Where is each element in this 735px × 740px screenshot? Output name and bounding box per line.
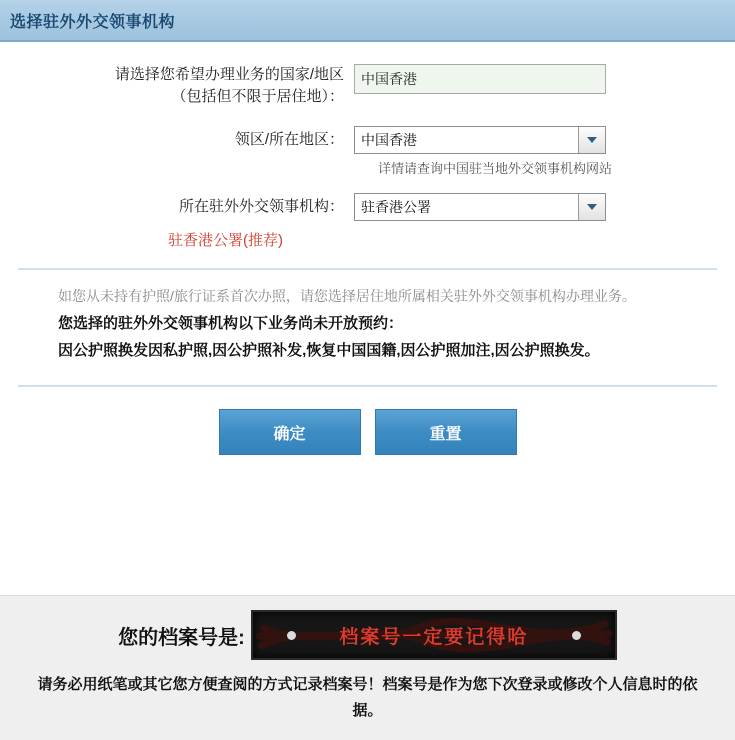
region-select-value: 中国香港: [361, 132, 417, 148]
office-row: [0, 193, 735, 221]
archive-footer: [0, 595, 735, 740]
window-titlebar: [0, 0, 735, 42]
country-label-line1: 请选择您希望办理业务的国家/地区: [114, 66, 344, 83]
region-hint: 详情请查询中国驻当地外交领事机构网站: [377, 161, 612, 176]
country-row: [0, 64, 735, 108]
reset-button[interactable]: 重置: [375, 409, 517, 455]
region-select[interactable]: [354, 126, 606, 154]
info-bold-line2: 因公护照换发因私护照,因公护照补发,恢复中国国籍,因公护照加注,因公护照换发。: [58, 342, 600, 359]
office-label: 所在驻外外交领事机构：: [178, 198, 344, 215]
chevron-down-icon[interactable]: [578, 127, 605, 153]
region-row: [0, 126, 735, 154]
mask-dot-left: [287, 631, 296, 640]
info-gray-text: 如您从未持有护照/旅行证系首次办照，请您选择居住地所属相关驻外外交领事机构办理业务。: [58, 288, 636, 304]
archive-number-redacted: [251, 610, 617, 660]
button-row: [0, 409, 735, 455]
divider-bottom: [18, 385, 717, 387]
chevron-down-icon[interactable]: [578, 194, 605, 220]
info-block: [0, 284, 735, 363]
form-area: [0, 42, 735, 250]
office-select-value: 驻香港公署: [361, 199, 431, 215]
mask-dot-right: [572, 631, 581, 640]
office-select[interactable]: [354, 193, 606, 221]
region-field-cell: [348, 126, 606, 154]
archive-label: 您的档案号是:: [118, 626, 245, 649]
region-label: 领区/所在地区：: [234, 131, 344, 148]
country-field-cell: [348, 64, 606, 94]
divider-top: [18, 268, 717, 270]
confirm-button[interactable]: 确定: [219, 409, 361, 455]
office-field-cell: [348, 193, 606, 221]
country-label-line2: （包括但不限于居住地）：: [171, 88, 344, 105]
country-input[interactable]: [354, 64, 606, 94]
page-title: 选择驻外外交领事机构: [10, 13, 176, 31]
info-bold-line1: 您选择的驻外外交领事机构以下业务尚未开放预约：: [58, 315, 404, 332]
office-recommendation-note: 驻香港公署(推荐): [168, 232, 283, 249]
country-label: [0, 64, 348, 108]
archive-line: [0, 610, 735, 660]
archive-redacted-text: 档案号一定要记得哈: [339, 626, 529, 648]
archive-note: 请务必用纸笔或其它您方便查阅的方式记录档案号！档案号是作为您下次登录或修改个人信息时的依据。: [37, 676, 698, 719]
